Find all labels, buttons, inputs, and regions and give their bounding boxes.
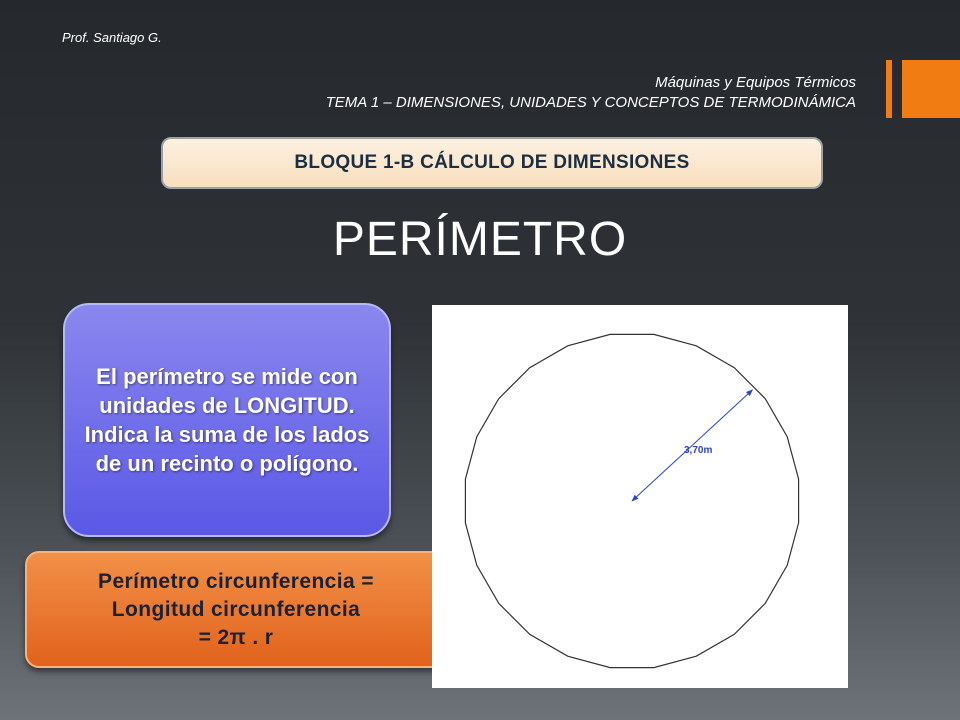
course-header [156, 73, 856, 113]
formula-line-2: Longitud circunferencia [111, 597, 361, 621]
definition-text: El perímetro se mide con unidades de LONGITUD. Indica la suma de los lados de un recinto o polígono. [84, 364, 370, 476]
author-label: Prof. Santiago G. [62, 30, 162, 45]
circle-figure [432, 305, 848, 688]
slide-title: PERÍMETRO [332, 213, 628, 266]
course-topic: TEMA 1 – DIMENSIONES, UNIDADES Y CONCEPTOS DE TERMODINÁMICA [325, 94, 856, 111]
formula-box [25, 551, 447, 668]
circle-figure-canvas [432, 305, 848, 688]
bloque-banner [161, 137, 823, 189]
bloque-label: BLOQUE 1-B CÁLCULO DE DIMENSIONES [294, 152, 690, 173]
accent-bar-thin [886, 60, 892, 118]
accent-bar-thick [902, 60, 960, 118]
formula-line-1: Perímetro circunferencia = [98, 569, 374, 593]
radius-label: 3,70m [684, 445, 713, 456]
course-name: Máquinas y Equipos Térmicos [655, 74, 856, 91]
definition-box [63, 303, 391, 537]
formula-line-3: = 2π . r [198, 625, 274, 649]
